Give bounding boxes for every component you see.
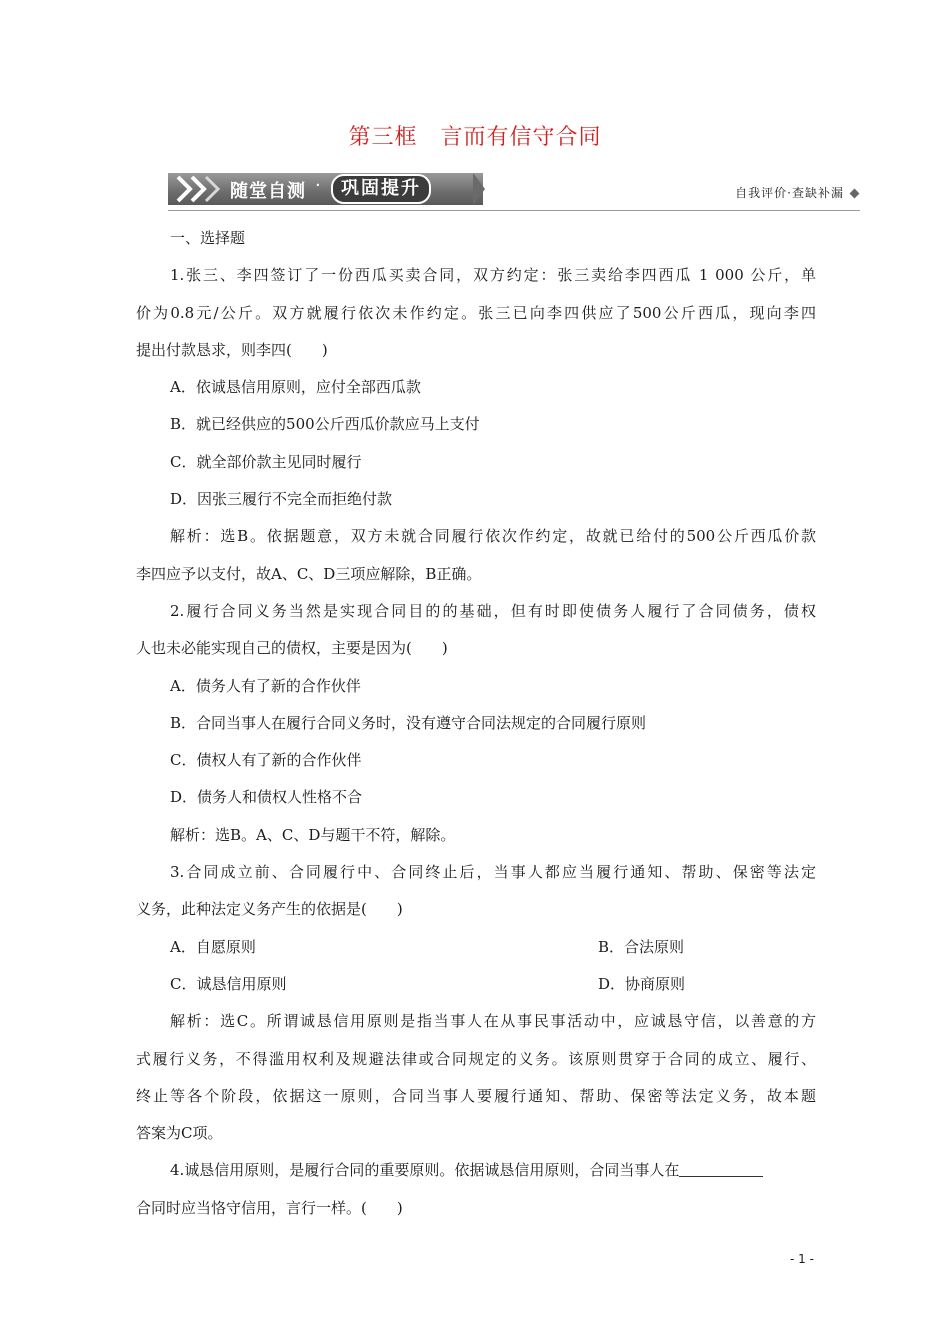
q2-option-c: C．债权人有了新的合作伙伴 xyxy=(170,751,362,770)
section-heading: 一、选择题 xyxy=(170,229,246,247)
q2-stem-line-2: 人也未必能实现自己的债权，主要是因为( ) xyxy=(136,639,448,658)
q1-option-d: D．因张三履行不完全而拒绝付款 xyxy=(170,490,393,509)
banner-label-consolidate: 巩固提升 xyxy=(331,174,431,204)
diamond-icon xyxy=(850,189,860,199)
banner-band-edge xyxy=(473,173,485,205)
q2-option-a: A．债务人有了新的合作伙伴 xyxy=(170,676,361,695)
q3-analysis-line-3: 终止等各个阶段，依据这一原则，合同当事人要履行通知、帮助、保密等法定义务，故本题 xyxy=(136,1086,816,1105)
q3-option-a: A．自愿原则 xyxy=(170,937,256,956)
q2-analysis-line-1: 解析：选B。A、C、D与题干不符，解除。 xyxy=(170,825,456,844)
q4-stem-line-2: 合同时应当恪守信用，言行一样。( ) xyxy=(136,1198,403,1217)
q3-option-d: D．协商原则 xyxy=(598,974,686,993)
q1-analysis-line-1: 解析：选B。依据题意，双方未就合同履行依次作约定，故就已给付的500公斤西瓜价款 xyxy=(170,527,816,546)
q3-analysis-line-2: 式履行义务，不得滥用权利及规避法律或合同规定的义务。该原则贯穿于合同的成立、履行、 xyxy=(136,1049,816,1068)
q3-stem-line-2: 义务，此种法定义务产生的依据是( ) xyxy=(136,900,403,919)
q3-analysis-line-4: 答案为C项。 xyxy=(136,1124,223,1143)
q3-stem-line-1: 3.合同成立前、合同履行中、合同终止后，当事人都应当履行通知、帮助、保密等法定 xyxy=(170,863,816,882)
q1-stem-line-1: 1.张三、李四签订了一份西瓜买卖合同，双方约定：张三卖给李四西瓜 1 000 公斤，单 xyxy=(170,266,816,285)
q3-options-row-2 xyxy=(136,966,816,1003)
banner-separator: · xyxy=(315,175,321,196)
q2-option-b: B．合同当事人在履行合同义务时，没有遵守合同法规定的合同履行原则 xyxy=(170,713,647,732)
page-title: 第三框 言而有信守合同 xyxy=(348,125,602,150)
q3-option-b: B．合法原则 xyxy=(598,937,685,956)
q4-stem-text: 4.诚恳信用原则，是履行合同的重要原则。依据诚恳信用原则，合同当事人在 xyxy=(170,1161,680,1180)
double-chevron-icon xyxy=(174,174,222,204)
section-banner xyxy=(168,170,860,211)
q1-analysis-line-2: 李四应予以支付，故A、C、D三项应解除，B正确。 xyxy=(136,564,482,583)
q1-option-a: A．依诚恳信用原则，应付全部西瓜款 xyxy=(170,378,421,397)
q3-analysis-line-1: 解析：选C。所谓诚恳信用原则是指当事人在从事民事活动中，应诚恳守信，以善意的方 xyxy=(170,1012,816,1031)
q2-option-d: D．债务人和债权人性格不合 xyxy=(170,788,363,807)
question-content xyxy=(136,220,816,1227)
q3-options-row-1 xyxy=(136,929,816,966)
page-number: - 1 - xyxy=(790,1252,814,1266)
fill-in-blank xyxy=(679,1158,763,1177)
q1-stem-line-2: 价为0.8元/公斤。双方就履行依次未作约定。张三已向李四供应了500公斤西瓜，现向李四 xyxy=(136,303,816,322)
q3-option-c: C．诚恳信用原则 xyxy=(170,974,287,993)
q4-stem-line-1 xyxy=(136,1152,816,1189)
q1-option-c: C．就全部价款主见同时履行 xyxy=(170,452,362,471)
q1-stem-line-3: 提出付款恳求，则李四( ) xyxy=(136,340,328,359)
q2-stem-line-1: 2.履行合同义务当然是实现合同目的的基础，但有时即使债务人履行了合同债务，债权 xyxy=(170,601,816,620)
banner-subtitle: 自我评价·查缺补漏 xyxy=(735,186,844,200)
banner-label-self-test: 随堂自测 xyxy=(230,181,306,202)
q1-option-b: B．就已经供应的500公斤西瓜价款应马上支付 xyxy=(170,415,480,434)
